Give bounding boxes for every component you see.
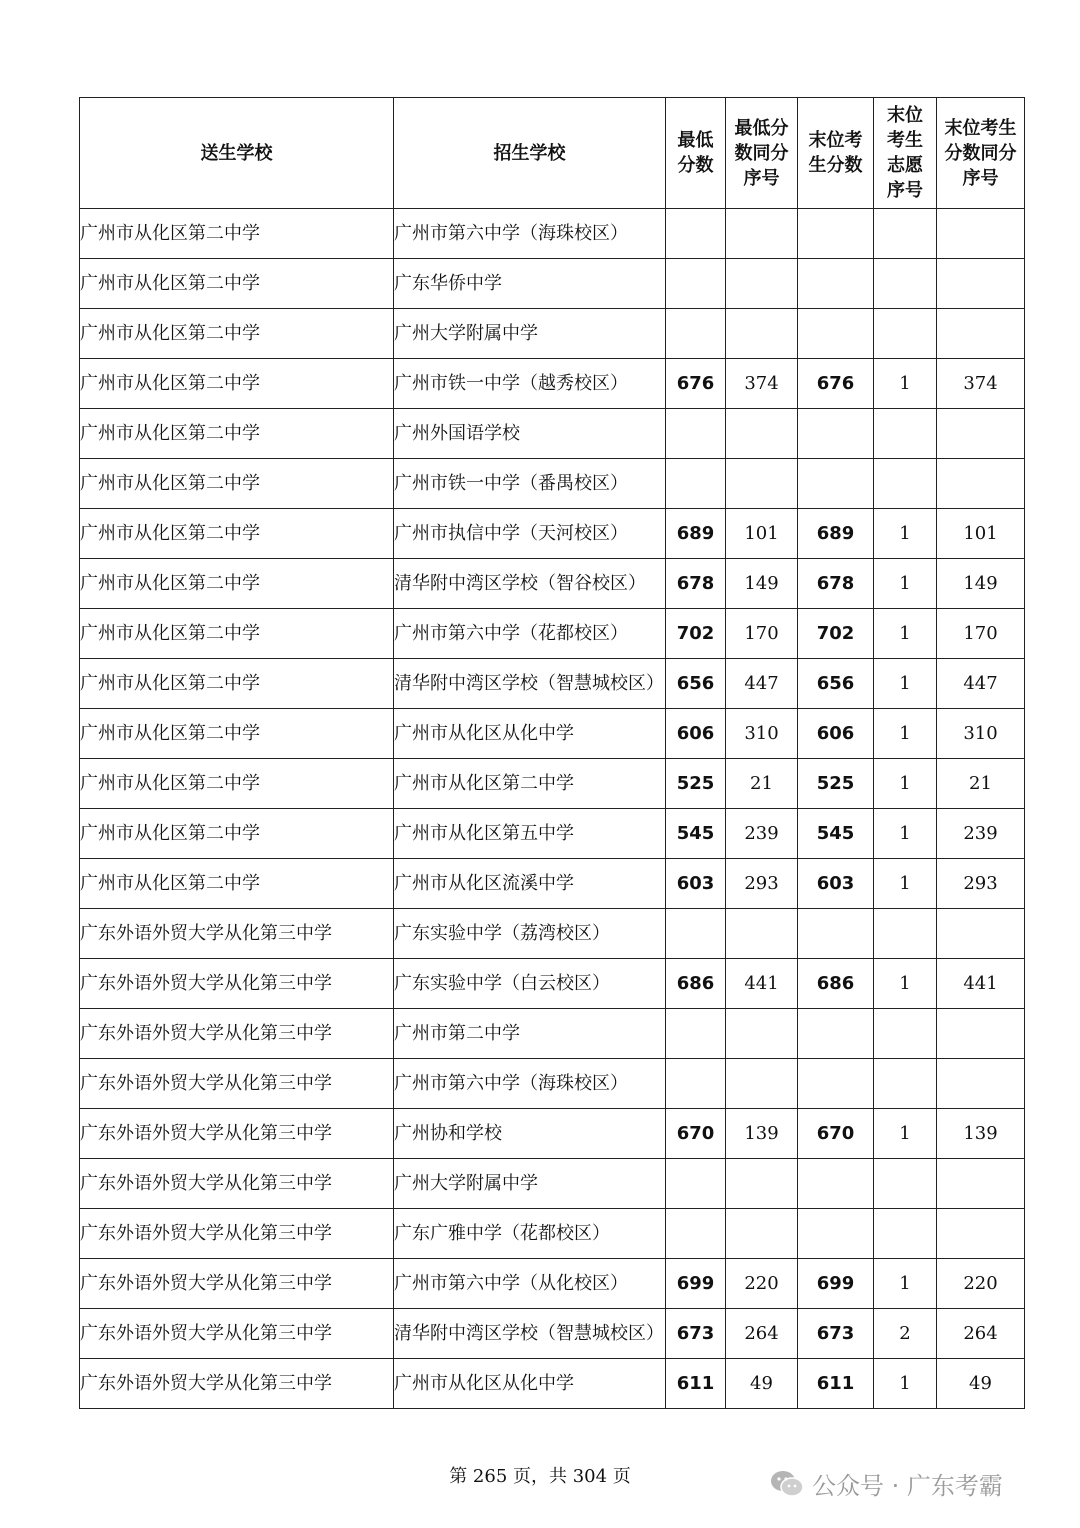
page-number: 第 265 页，共 304 页: [449, 1466, 631, 1487]
cell-last-choice-order: [874, 459, 937, 509]
cell-last-choice-order: [874, 1159, 937, 1209]
table-row: [80, 959, 1025, 1009]
cell-last-score-rank: [937, 1059, 1025, 1109]
cell-enrolling-school: 广东实验中学（荔湾校区）: [394, 909, 666, 959]
cell-last-score: [798, 409, 874, 459]
cell-last-score: 676: [798, 359, 874, 409]
cell-last-choice-order: 1: [874, 1109, 937, 1159]
cell-last-choice-order: 1: [874, 709, 937, 759]
table-row: [80, 209, 1025, 259]
cell-sending-school: 广州市从化区第二中学: [80, 759, 394, 809]
header-last-score-rank-text: 末位考生分数同分序号: [944, 117, 1017, 189]
table-row: [80, 659, 1025, 709]
table-row: [80, 1159, 1025, 1209]
cell-last-score-rank: 374: [937, 359, 1025, 409]
cell-enrolling-school: 广州协和学校: [394, 1109, 666, 1159]
cell-last-choice-order: 1: [874, 1259, 937, 1309]
cell-last-score-rank: 264: [937, 1309, 1025, 1359]
cell-enrolling-school: 广州市铁一中学（越秀校区）: [394, 359, 666, 409]
cell-min-score-rank: 139: [726, 1109, 798, 1159]
cell-min-score-rank: 264: [726, 1309, 798, 1359]
cell-last-score-rank: [937, 309, 1025, 359]
cell-sending-school: 广州市从化区第二中学: [80, 859, 394, 909]
cell-min-score: [666, 409, 726, 459]
cell-min-score-rank: 101: [726, 509, 798, 559]
table-row: [80, 309, 1025, 359]
header-last-choice-order: [874, 98, 937, 209]
cell-min-score: 603: [666, 859, 726, 909]
cell-last-score: 678: [798, 559, 874, 609]
cell-min-score-rank: [726, 909, 798, 959]
cell-last-score-rank: 441: [937, 959, 1025, 1009]
cell-sending-school: 广州市从化区第二中学: [80, 209, 394, 259]
cell-enrolling-school: 广州市第六中学（海珠校区）: [394, 1059, 666, 1109]
cell-min-score: [666, 1209, 726, 1259]
table-row: [80, 1109, 1025, 1159]
cell-enrolling-school: 广州市第六中学（花都校区）: [394, 609, 666, 659]
cell-last-score-rank: 101: [937, 509, 1025, 559]
watermark: [770, 1466, 1003, 1501]
cell-min-score: 676: [666, 359, 726, 409]
cell-min-score: [666, 1009, 726, 1059]
table-row: [80, 909, 1025, 959]
cell-min-score-rank: [726, 1159, 798, 1209]
cell-enrolling-school: 广州市从化区第五中学: [394, 809, 666, 859]
cell-last-score-rank: 239: [937, 809, 1025, 859]
cell-sending-school: 广州市从化区第二中学: [80, 259, 394, 309]
cell-last-score-rank: [937, 259, 1025, 309]
cell-last-score: [798, 259, 874, 309]
cell-min-score-rank: [726, 209, 798, 259]
table-row: [80, 809, 1025, 859]
cell-min-score: 699: [666, 1259, 726, 1309]
cell-min-score: 670: [666, 1109, 726, 1159]
cell-sending-school: 广东外语外贸大学从化第三中学: [80, 959, 394, 1009]
cell-enrolling-school: 广州市执信中学（天河校区）: [394, 509, 666, 559]
cell-last-choice-order: 1: [874, 559, 937, 609]
table-row: [80, 609, 1025, 659]
cell-sending-school: 广东外语外贸大学从化第三中学: [80, 1009, 394, 1059]
cell-enrolling-school: 广东实验中学（白云校区）: [394, 959, 666, 1009]
cell-enrolling-school: 广州外国语学校: [394, 409, 666, 459]
cell-last-score-rank: 310: [937, 709, 1025, 759]
cell-enrolling-school: 广州市第六中学（海珠校区）: [394, 209, 666, 259]
cell-sending-school: 广州市从化区第二中学: [80, 409, 394, 459]
header-last-score-text: 末位考生分数: [808, 130, 863, 176]
cell-last-score: 673: [798, 1309, 874, 1359]
cell-enrolling-school: 广州市铁一中学（番禺校区）: [394, 459, 666, 509]
cell-last-score-rank: 139: [937, 1109, 1025, 1159]
cell-last-score: [798, 1209, 874, 1259]
cell-min-score-rank: [726, 1059, 798, 1109]
cell-last-score-rank: 49: [937, 1359, 1025, 1409]
cell-min-score-rank: [726, 459, 798, 509]
cell-last-choice-order: 1: [874, 959, 937, 1009]
cell-min-score: [666, 459, 726, 509]
cell-last-choice-order: [874, 1059, 937, 1109]
cell-last-score-rank: 21: [937, 759, 1025, 809]
cell-last-score: 525: [798, 759, 874, 809]
cell-min-score-rank: 170: [726, 609, 798, 659]
cell-min-score-rank: 149: [726, 559, 798, 609]
table-row: [80, 1359, 1025, 1409]
cell-last-score: 611: [798, 1359, 874, 1409]
cell-last-score: 689: [798, 509, 874, 559]
cell-min-score: [666, 309, 726, 359]
cell-last-score: 545: [798, 809, 874, 859]
cell-last-choice-order: 2: [874, 1309, 937, 1359]
cell-sending-school: 广州市从化区第二中学: [80, 509, 394, 559]
cell-last-choice-order: [874, 909, 937, 959]
cell-min-score: 656: [666, 659, 726, 709]
table-row: [80, 1009, 1025, 1059]
cell-last-score-rank: [937, 1159, 1025, 1209]
cell-min-score: [666, 1059, 726, 1109]
cell-min-score: [666, 259, 726, 309]
cell-last-score: 699: [798, 1259, 874, 1309]
cell-last-choice-order: 1: [874, 759, 937, 809]
cell-enrolling-school: 广东广雅中学（花都校区）: [394, 1209, 666, 1259]
cell-min-score: [666, 909, 726, 959]
table-body: [80, 209, 1025, 1409]
cell-last-score-rank: 149: [937, 559, 1025, 609]
table-row: [80, 1309, 1025, 1359]
cell-min-score: [666, 209, 726, 259]
table-row: [80, 559, 1025, 609]
table-row: [80, 459, 1025, 509]
cell-last-score: 603: [798, 859, 874, 909]
cell-sending-school: 广东外语外贸大学从化第三中学: [80, 1259, 394, 1309]
cell-min-score-rank: 293: [726, 859, 798, 909]
cell-last-choice-order: 1: [874, 1359, 937, 1409]
cell-sending-school: 广东外语外贸大学从化第三中学: [80, 909, 394, 959]
cell-last-choice-order: 1: [874, 509, 937, 559]
table-row: [80, 759, 1025, 809]
cell-min-score-rank: [726, 1009, 798, 1059]
cell-min-score: [666, 1159, 726, 1209]
cell-last-choice-order: 1: [874, 609, 937, 659]
table-row: [80, 259, 1025, 309]
cell-enrolling-school: 清华附中湾区学校（智慧城校区）: [394, 659, 666, 709]
cell-min-score-rank: 374: [726, 359, 798, 409]
cell-last-score: 686: [798, 959, 874, 1009]
header-last-score-rank: [937, 98, 1025, 209]
cell-last-choice-order: 1: [874, 809, 937, 859]
header-min-score: [666, 98, 726, 209]
cell-sending-school: 广州市从化区第二中学: [80, 609, 394, 659]
cell-min-score: 686: [666, 959, 726, 1009]
cell-min-score: 606: [666, 709, 726, 759]
cell-last-score-rank: [937, 909, 1025, 959]
header-enrolling-school: 招生学校: [394, 98, 666, 209]
cell-last-score: [798, 459, 874, 509]
table-row: [80, 1209, 1025, 1259]
cell-min-score-rank: 21: [726, 759, 798, 809]
cell-min-score: 678: [666, 559, 726, 609]
cell-sending-school: 广东外语外贸大学从化第三中学: [80, 1109, 394, 1159]
cell-enrolling-school: 清华附中湾区学校（智谷校区）: [394, 559, 666, 609]
cell-sending-school: 广州市从化区第二中学: [80, 309, 394, 359]
cell-min-score-rank: [726, 259, 798, 309]
cell-last-choice-order: [874, 259, 937, 309]
cell-min-score: 545: [666, 809, 726, 859]
cell-enrolling-school: 广州市从化区流溪中学: [394, 859, 666, 909]
cell-last-score: 702: [798, 609, 874, 659]
table-row: [80, 1259, 1025, 1309]
cell-last-choice-order: 1: [874, 359, 937, 409]
table-row: [80, 1059, 1025, 1109]
cell-last-score: [798, 1159, 874, 1209]
cell-last-choice-order: 1: [874, 659, 937, 709]
cell-min-score-rank: 220: [726, 1259, 798, 1309]
header-sending-school: 送生学校: [80, 98, 394, 209]
table-row: [80, 409, 1025, 459]
cell-last-choice-order: [874, 1009, 937, 1059]
cell-sending-school: 广州市从化区第二中学: [80, 809, 394, 859]
table-header-row: [80, 98, 1025, 209]
cell-min-score-rank: 447: [726, 659, 798, 709]
table-row: [80, 509, 1025, 559]
cell-min-score: 702: [666, 609, 726, 659]
cell-enrolling-school: 广州市第二中学: [394, 1009, 666, 1059]
cell-last-score-rank: [937, 1209, 1025, 1259]
header-last-score: [798, 98, 874, 209]
cell-min-score: 611: [666, 1359, 726, 1409]
cell-enrolling-school: 清华附中湾区学校（智慧城校区）: [394, 1309, 666, 1359]
cell-min-score-rank: 441: [726, 959, 798, 1009]
cell-last-score-rank: [937, 459, 1025, 509]
cell-last-score-rank: 220: [937, 1259, 1025, 1309]
table-row: [80, 709, 1025, 759]
cell-last-score: [798, 1059, 874, 1109]
header-min-score-rank-text: 最低分数同分序号: [734, 117, 789, 189]
cell-last-score-rank: [937, 1009, 1025, 1059]
cell-enrolling-school: 广州市从化区从化中学: [394, 709, 666, 759]
header-min-score-rank: [726, 98, 798, 209]
cell-min-score-rank: [726, 1209, 798, 1259]
cell-min-score: 525: [666, 759, 726, 809]
table-row: [80, 859, 1025, 909]
cell-min-score-rank: 310: [726, 709, 798, 759]
cell-sending-school: 广州市从化区第二中学: [80, 659, 394, 709]
cell-last-score: [798, 309, 874, 359]
cell-min-score: 689: [666, 509, 726, 559]
cell-last-score: [798, 909, 874, 959]
admission-score-table: [79, 97, 1025, 1409]
cell-sending-school: 广州市从化区第二中学: [80, 359, 394, 409]
cell-sending-school: 广东外语外贸大学从化第三中学: [80, 1309, 394, 1359]
watermark-text: 公众号 · 广东考霸: [812, 1472, 1003, 1500]
cell-last-choice-order: [874, 209, 937, 259]
cell-sending-school: 广东外语外贸大学从化第三中学: [80, 1209, 394, 1259]
cell-enrolling-school: 广州大学附属中学: [394, 309, 666, 359]
cell-last-choice-order: [874, 309, 937, 359]
cell-min-score-rank: [726, 409, 798, 459]
header-last-choice-order-text: 末位考生志愿序号: [887, 105, 923, 201]
cell-last-choice-order: [874, 409, 937, 459]
header-min-score-text: 最低分数: [677, 130, 714, 176]
cell-enrolling-school: 广东华侨中学: [394, 259, 666, 309]
cell-sending-school: 广州市从化区第二中学: [80, 559, 394, 609]
cell-last-score-rank: 170: [937, 609, 1025, 659]
cell-min-score-rank: 239: [726, 809, 798, 859]
cell-sending-school: 广东外语外贸大学从化第三中学: [80, 1159, 394, 1209]
cell-last-score: 656: [798, 659, 874, 709]
cell-last-score-rank: [937, 409, 1025, 459]
cell-sending-school: 广州市从化区第二中学: [80, 709, 394, 759]
cell-last-score-rank: 447: [937, 659, 1025, 709]
cell-enrolling-school: 广州大学附属中学: [394, 1159, 666, 1209]
cell-last-choice-order: 1: [874, 859, 937, 909]
cell-last-score: 606: [798, 709, 874, 759]
cell-sending-school: 广东外语外贸大学从化第三中学: [80, 1059, 394, 1109]
cell-last-score: 670: [798, 1109, 874, 1159]
cell-sending-school: 广州市从化区第二中学: [80, 459, 394, 509]
cell-min-score-rank: [726, 309, 798, 359]
cell-enrolling-school: 广州市从化区从化中学: [394, 1359, 666, 1409]
cell-sending-school: 广东外语外贸大学从化第三中学: [80, 1359, 394, 1409]
cell-min-score: 673: [666, 1309, 726, 1359]
cell-last-score-rank: 293: [937, 859, 1025, 909]
cell-min-score-rank: 49: [726, 1359, 798, 1409]
cell-last-score: [798, 209, 874, 259]
cell-last-choice-order: [874, 1209, 937, 1259]
cell-last-score: [798, 1009, 874, 1059]
wechat-icon: [770, 1470, 804, 1498]
cell-enrolling-school: 广州市第六中学（从化校区）: [394, 1259, 666, 1309]
cell-enrolling-school: 广州市从化区第二中学: [394, 759, 666, 809]
cell-last-score-rank: [937, 209, 1025, 259]
table-row: [80, 359, 1025, 409]
